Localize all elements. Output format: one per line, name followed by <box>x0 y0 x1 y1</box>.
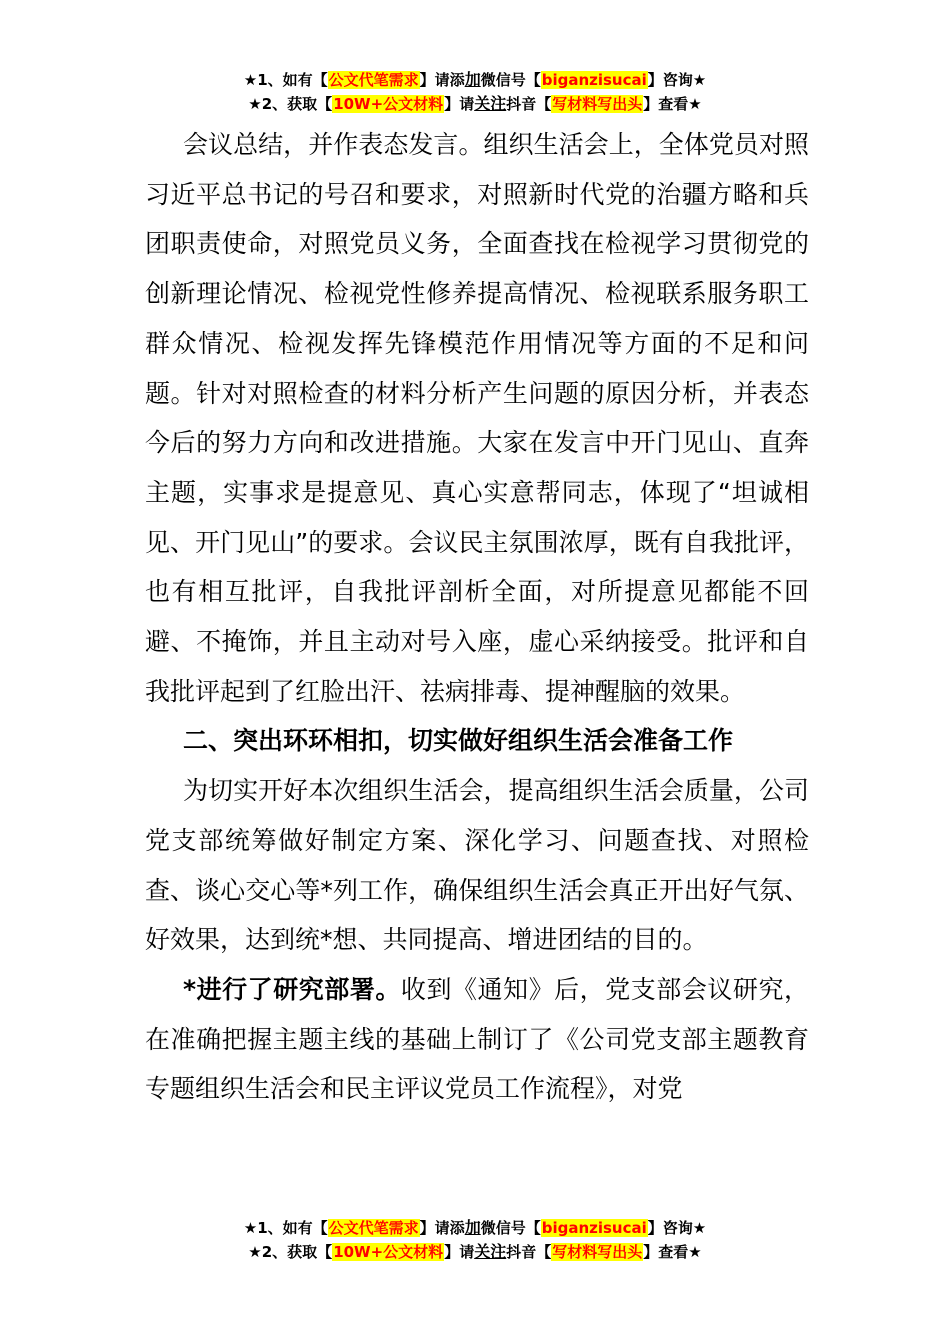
banner-highlight: biganzisucai <box>541 71 647 89</box>
paragraph-preparation: 为切实开好本次组织生活会，提高组织生活会质量，公司党支部统筹做好制定方案、深化学习、问题查找、对照检查、谈心交心等*列工作，确保组织生活会真正开出好气氛、好效果，达到统*想、共同提高、增进团结的目的。 <box>145 776 809 955</box>
banner-highlight: biganzisucai <box>541 1219 647 1237</box>
banner-text: 微信号【 <box>480 1219 541 1237</box>
banner-highlight: 写材料写出头 <box>552 95 643 113</box>
banner-text: 抖音【 <box>506 95 552 113</box>
banner-text: 微信号【 <box>480 71 541 89</box>
banner-line-1 <box>0 68 950 92</box>
document-body <box>145 120 809 1114</box>
banner-text: 】查看★ <box>643 95 702 113</box>
banner-highlight: 10W+公文材料 <box>333 95 444 113</box>
section-heading-2: 二、突出环环相扣，切实做好组织生活会准备工作 <box>183 726 734 756</box>
banner-text: 】请添 <box>419 71 465 89</box>
banner-underlined-text: 加 <box>464 70 481 89</box>
banner-text: ★1、如有【 <box>243 1219 328 1237</box>
paragraph-meeting-summary: 会议总结，并作表态发言。组织生活会上，全体党员对照习近平总书记的号召和要求，对照新时代党的治疆方略和兵团职责使命，对照党员义务，全面查找在检视学习贯彻党的创新理论情况、检视党性修养提高情况、检视联系服务职工群众情况、检视发挥先锋模范作用情况等方面的不足和问题。针对对照检查的材料分析产生问题的原因分析，并表态今后的努力方向和改进措施。大家在发言中开门见山、直奔主题，实事求是提意见、真心实意帮同志，体现了“坦诚相见、开门见山”的要求。会议民主氛围浓厚，既有自我批评，也有相互批评，自我批评剖析全面，对所提意见都能不回避、不掩饰，并且主动对号入座，虚心采纳接受。批评和自我批评起到了红脸出汗、祛病排毒、提神醒脑的效果。 <box>145 130 809 706</box>
banner-text: 】请添 <box>419 1219 465 1237</box>
footer-banner <box>0 1216 950 1264</box>
header-banner <box>0 68 950 116</box>
paragraph-research-deployment <box>145 965 809 1114</box>
banner-underlined-text: 关注 <box>474 1242 507 1261</box>
banner-line-1 <box>0 1216 950 1240</box>
paragraph-text: 收到《通知》后，党支部会议研究，在准确把握主题主线的基础上制订了《公司党支部主题教育专题组织生活会和民主评议党员工作流程》，对党 <box>145 974 809 1104</box>
banner-highlight: 公文代笔需求 <box>328 71 419 89</box>
banner-text: 】咨询★ <box>647 71 707 89</box>
banner-line-2 <box>0 92 950 116</box>
banner-highlight: 10W+公文材料 <box>333 1243 444 1261</box>
banner-text: 】请 <box>444 1243 475 1261</box>
paragraph-lead-bold: *进行了研究部署。 <box>183 974 401 1004</box>
banner-text: ★2、获取【 <box>248 1243 333 1261</box>
banner-highlight: 写材料写出头 <box>552 1243 643 1261</box>
banner-text: 抖音【 <box>506 1243 552 1261</box>
banner-highlight: 公文代笔需求 <box>328 1219 419 1237</box>
banner-underlined-text: 加 <box>464 1218 481 1237</box>
banner-underlined-text: 关注 <box>474 94 507 113</box>
banner-text: 】查看★ <box>643 1243 702 1261</box>
banner-text: ★2、获取【 <box>248 95 333 113</box>
banner-text: ★1、如有【 <box>243 71 328 89</box>
banner-text: 】请 <box>444 95 475 113</box>
banner-line-2 <box>0 1240 950 1264</box>
banner-text: 】咨询★ <box>647 1219 707 1237</box>
